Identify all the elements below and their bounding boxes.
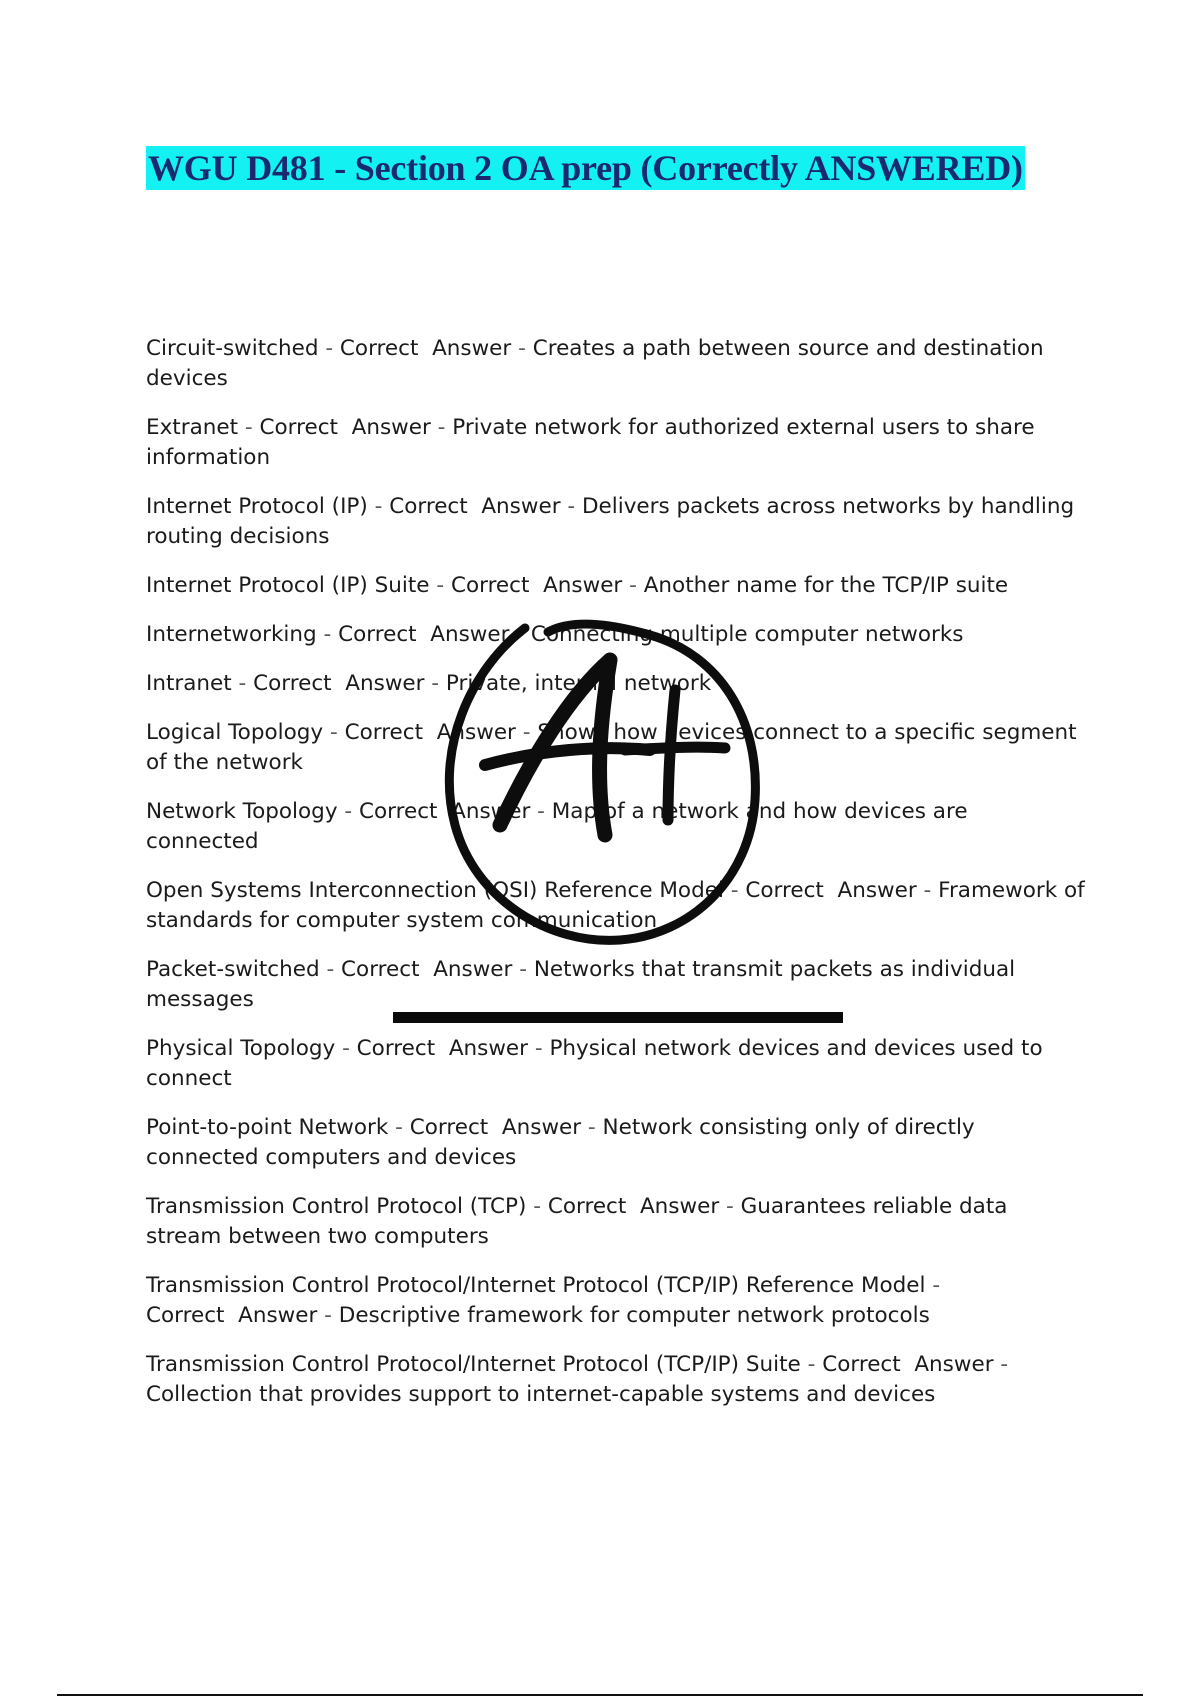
entry-term: Logical Topology [146,720,324,745]
list-item [146,955,1086,1015]
answer-label: Correct Answer [146,1303,318,1328]
list-item [146,620,1086,650]
entry-separator: - [337,799,359,824]
answer-label: Correct Answer [822,1352,994,1377]
list-item [146,1350,1086,1410]
entry-separator: - [719,1194,741,1219]
entry-separator: - [723,878,746,903]
entry-definition: Networks that transmit packets as individual messages [146,957,1016,1012]
entry-separator: - [231,671,254,696]
entry-term: Packet-switched [146,957,320,982]
entry-term: Open Systems Interconnection (OSI) Reference Model [146,878,724,903]
list-item [146,718,1086,778]
entry-separator: - [429,573,451,598]
entry-separator: - [238,415,260,440]
entry-separator: - [317,1303,339,1328]
stamp-underline-bar [393,1012,843,1023]
answer-label: Correct Answer [358,799,531,824]
answer-label: Correct Answer [344,720,516,745]
entry-separator: - [925,1273,941,1298]
entry-definition: Map of a network and how devices are connected [146,799,968,854]
entry-separator: - [800,1352,823,1377]
entry-definition: Private, internal network [445,671,712,696]
entry-separator: - [993,1352,1009,1377]
answer-label: Correct Answer [338,622,510,647]
entry-separator: - [515,720,538,745]
answer-label: Correct Answer [341,957,513,982]
entry-term: Extranet [146,415,239,440]
entry-separator: - [560,494,582,519]
entry-separator: - [430,415,453,440]
entry-definition: Collection that provides support to internet-capable systems and devices [146,1382,936,1407]
entry-definition: Private network for authorized external users to share information [146,415,1035,470]
entry-separator: - [581,1115,603,1140]
entry-definition: Another name for the TCP/IP suite [643,573,1009,598]
list-item [146,669,1086,699]
entry-separator: - [622,573,644,598]
answer-label: Correct Answer [253,671,425,696]
footer-rule [57,1694,1143,1696]
entry-separator: - [316,622,339,647]
entry-separator: - [388,1115,410,1140]
entry-separator: - [319,957,342,982]
entry-separator: - [511,336,533,361]
answer-label: Correct Answer [409,1115,582,1140]
entry-definition: Guarantees reliable data stream between two computers [146,1194,1008,1249]
entry-separator: - [916,878,939,903]
answer-label: Correct Answer [339,336,512,361]
answer-label: Correct Answer [259,415,431,440]
entry-definition: Shows how devices connect to a specific segment of the network [146,720,1077,775]
entry-separator: - [530,799,552,824]
answer-label: Correct Answer [356,1036,528,1061]
entry-term: Point-to-point Network [146,1115,389,1140]
entry-definition: Physical network devices and devices used to connect [146,1036,1043,1091]
qa-list [146,334,1086,1429]
list-item [146,1271,1086,1331]
entry-term: Transmission Control Protocol/Internet Protocol (TCP/IP) Reference Model [146,1273,926,1298]
entry-definition: Creates a path between source and destination devices [146,336,1044,391]
entry-term: Internet Protocol (IP) [146,494,368,519]
entry-separator: - [512,957,534,982]
answer-label: Correct Answer [547,1194,720,1219]
entry-definition: Network consisting only of directly connected computers and devices [146,1115,975,1170]
entry-separator: - [367,494,390,519]
entry-term: Transmission Control Protocol (TCP) [146,1194,527,1219]
list-item [146,1034,1086,1094]
entry-term: Internet Protocol (IP) Suite [146,573,430,598]
entry-term: Transmission Control Protocol/Internet Protocol (TCP/IP) Suite [146,1352,801,1377]
entry-definition: Delivers packets across networks by handling routing decisions [146,494,1075,549]
entry-separator: - [528,1036,550,1061]
entry-term: Network Topology [146,799,338,824]
entry-separator: - [424,671,446,696]
list-item [146,492,1086,552]
list-item [146,1113,1086,1173]
entry-separator: - [509,622,531,647]
entry-term: Circuit-switched [146,336,319,361]
entry-definition: Framework of standards for computer system communication [146,878,1085,933]
list-item [146,876,1086,936]
entry-definition: Descriptive framework for computer network protocols [338,1303,930,1328]
answer-label: Correct Answer [450,573,623,598]
entry-term: Internetworking [146,622,317,647]
entry-term: Physical Topology [146,1036,336,1061]
entry-term: Intranet [146,671,232,696]
answer-label: Correct Answer [389,494,561,519]
list-item [146,1192,1086,1252]
entry-separator: - [323,720,345,745]
entry-definition: Connecting multiple computer networks [530,622,964,647]
entry-separator: - [318,336,340,361]
entry-separator: - [335,1036,357,1061]
document-title: WGU D481 - Section 2 OA prep (Correctly ANSWERED) [148,148,1023,188]
list-item [146,334,1086,394]
title-block [146,146,1066,190]
list-item [146,797,1086,857]
list-item [146,413,1086,473]
entry-separator: - [526,1194,548,1219]
list-item [146,571,1086,601]
answer-label: Correct Answer [745,878,917,903]
